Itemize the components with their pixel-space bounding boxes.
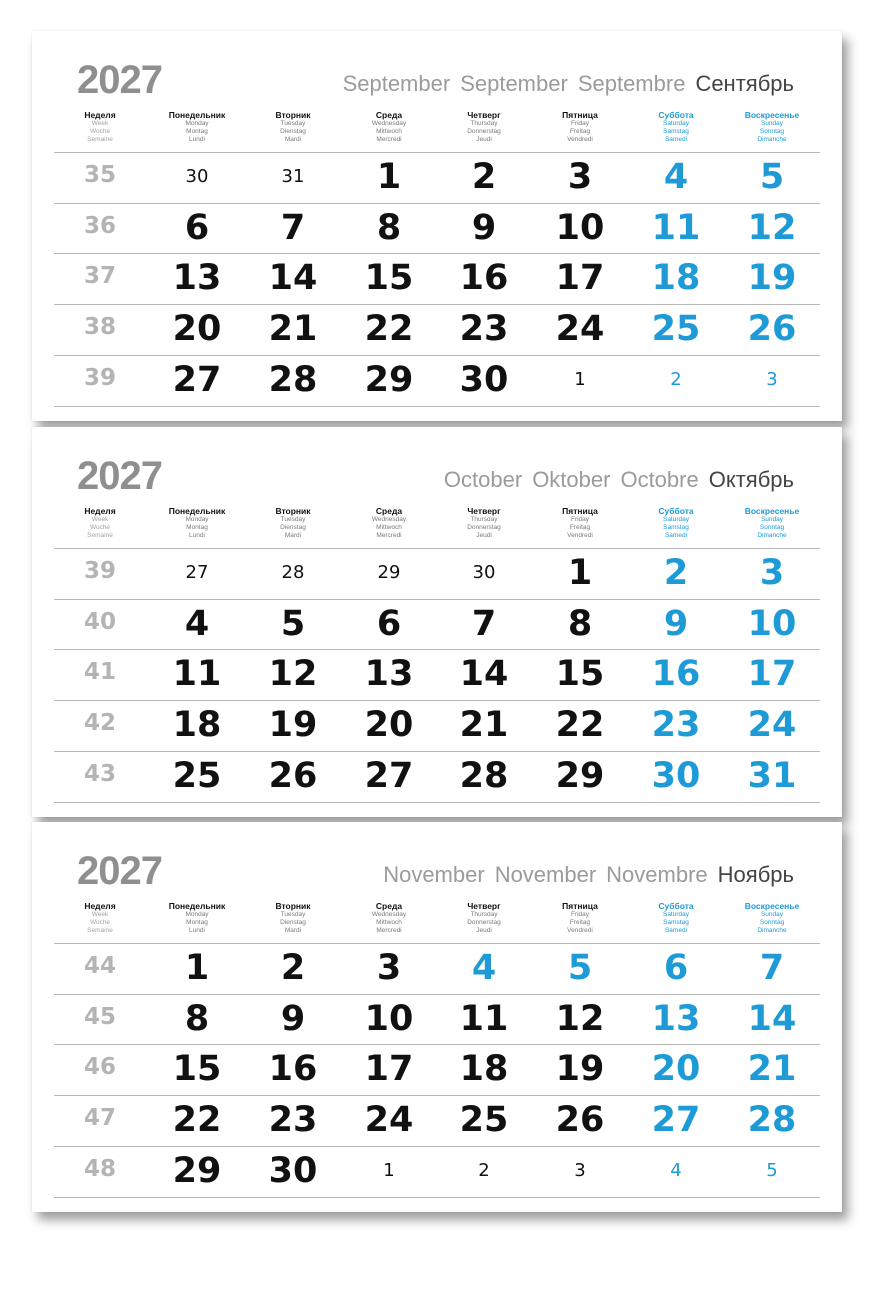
day-header-translation: Jeudi bbox=[476, 532, 492, 540]
day-cell: 4 bbox=[184, 604, 210, 644]
day-cell: 19 bbox=[747, 258, 797, 298]
month-name: Ноябрь bbox=[717, 862, 794, 887]
day-header-translation: Saturday bbox=[662, 516, 690, 523]
day-cell: 12 bbox=[555, 999, 605, 1039]
day-header bbox=[149, 110, 245, 145]
day-header-translation: Donnerstag bbox=[467, 524, 501, 532]
week-row bbox=[32, 253, 842, 303]
day-header-translation: Vendredi bbox=[567, 136, 593, 144]
day-cell: 22 bbox=[364, 309, 414, 349]
day-header-translation: Jeudi bbox=[476, 136, 492, 144]
day-cell: 16 bbox=[651, 654, 701, 694]
day-header bbox=[245, 110, 341, 145]
day-cell: 14 bbox=[747, 999, 797, 1039]
day-header-translation: Samedi bbox=[664, 532, 688, 540]
day-header-translation: Freitag bbox=[569, 128, 591, 136]
day-header-translation: Samedi bbox=[664, 927, 688, 935]
day-header bbox=[341, 506, 437, 541]
day-header-translation: Dienstag bbox=[280, 919, 306, 927]
day-header-translation: Samstag bbox=[663, 128, 689, 136]
day-header-name: Пятница bbox=[562, 110, 598, 120]
week-number: 48 bbox=[83, 1156, 116, 1182]
day-cell: 17 bbox=[555, 258, 605, 298]
day-header-translation: Samstag bbox=[663, 919, 689, 927]
day-cell: 2 bbox=[471, 157, 497, 197]
day-header-translation: Montag bbox=[186, 919, 208, 927]
day-cell: 30 bbox=[651, 756, 701, 796]
week-row bbox=[32, 1146, 842, 1196]
day-cell: 30 bbox=[472, 562, 496, 583]
day-cell: 5 bbox=[567, 948, 593, 988]
day-header-translation: Montag bbox=[186, 128, 208, 136]
day-header-translation: Woche bbox=[89, 524, 111, 532]
day-header-translation: Freitag bbox=[569, 919, 591, 927]
day-cell: 29 bbox=[172, 1151, 222, 1191]
day-header-translation: Tuesday bbox=[280, 516, 306, 523]
day-cell: 29 bbox=[555, 756, 605, 796]
day-header-translation: Sonntag bbox=[759, 919, 785, 927]
day-header-name: Понедельник bbox=[168, 901, 226, 911]
day-cell: 2 bbox=[670, 369, 682, 390]
day-header-translation: Saturday bbox=[662, 120, 690, 127]
month-name: September bbox=[342, 71, 451, 96]
month-names bbox=[333, 71, 794, 97]
day-headers bbox=[32, 506, 842, 546]
day-header-translation: Friday bbox=[570, 516, 590, 523]
day-header-translation: Woche bbox=[89, 919, 111, 927]
day-header-translation: Semaine bbox=[87, 136, 113, 144]
day-header bbox=[628, 110, 724, 145]
day-header-translation: Monday bbox=[185, 516, 209, 523]
day-cell: 11 bbox=[651, 208, 701, 248]
day-header-translation: Tuesday bbox=[280, 120, 306, 127]
day-header bbox=[532, 110, 628, 145]
year-label: 2027 bbox=[77, 849, 162, 893]
day-header-name: Понедельник bbox=[168, 110, 226, 120]
day-cell: 15 bbox=[172, 1049, 222, 1089]
day-cell: 28 bbox=[747, 1100, 797, 1140]
day-header-translation: Tuesday bbox=[280, 911, 306, 918]
day-header-translation: Woche bbox=[89, 128, 111, 136]
day-cell: 13 bbox=[364, 654, 414, 694]
day-cell: 5 bbox=[766, 1160, 778, 1181]
day-cell: 20 bbox=[364, 705, 414, 745]
day-cell: 21 bbox=[747, 1049, 797, 1089]
day-header-translation: Mercredi bbox=[376, 927, 402, 935]
week-row bbox=[32, 1095, 842, 1145]
day-cell: 17 bbox=[747, 654, 797, 694]
day-header-translation: Lundi bbox=[189, 532, 205, 540]
day-header-translation: Sunday bbox=[760, 911, 784, 918]
week-number: 38 bbox=[83, 314, 116, 340]
week-row bbox=[32, 304, 842, 354]
week-number: 39 bbox=[83, 558, 116, 584]
day-header-translation: Sonntag bbox=[759, 128, 785, 136]
day-header-name: Четверг bbox=[467, 110, 501, 120]
week-number: 39 bbox=[83, 365, 116, 391]
day-header-translation: Thursday bbox=[470, 120, 498, 127]
day-cell: 23 bbox=[651, 705, 701, 745]
day-header-translation: Lundi bbox=[189, 927, 205, 935]
month-name: Oktober bbox=[532, 467, 611, 492]
week-row bbox=[32, 649, 842, 699]
day-cell: 3 bbox=[766, 369, 778, 390]
day-cell: 28 bbox=[281, 562, 305, 583]
day-cell: 1 bbox=[574, 369, 586, 390]
day-header-translation: Friday bbox=[570, 120, 590, 127]
day-cell: 21 bbox=[268, 309, 318, 349]
day-header-name: Воскресенье bbox=[744, 110, 800, 120]
day-cell: 4 bbox=[471, 948, 497, 988]
month-sheet bbox=[32, 427, 842, 817]
day-header-translation: Thursday bbox=[470, 516, 498, 523]
day-cell: 3 bbox=[376, 948, 402, 988]
day-cell: 14 bbox=[459, 654, 509, 694]
month-name: Октябрь bbox=[708, 467, 794, 492]
day-header bbox=[436, 110, 532, 145]
week-number: 40 bbox=[83, 609, 116, 635]
day-header-name: Вторник bbox=[275, 110, 311, 120]
day-header bbox=[724, 506, 820, 541]
day-cell: 3 bbox=[759, 553, 785, 593]
day-header-translation: Mercredi bbox=[376, 532, 402, 540]
day-header-translation: Saturday bbox=[662, 911, 690, 918]
day-cell: 2 bbox=[280, 948, 306, 988]
week-row bbox=[32, 700, 842, 750]
day-cell: 26 bbox=[268, 756, 318, 796]
day-cell: 30 bbox=[185, 166, 209, 187]
day-cell: 19 bbox=[555, 1049, 605, 1089]
day-header-translation: Wednesday bbox=[371, 120, 407, 127]
day-cell: 17 bbox=[364, 1049, 414, 1089]
day-header bbox=[724, 901, 820, 936]
day-header-translation: Donnerstag bbox=[467, 919, 501, 927]
day-header-translation: Vendredi bbox=[567, 532, 593, 540]
day-header-translation: Semaine bbox=[87, 927, 113, 935]
day-header-name: Неделя bbox=[84, 110, 116, 120]
day-cell: 19 bbox=[268, 705, 318, 745]
day-cell: 27 bbox=[651, 1100, 701, 1140]
day-cell: 28 bbox=[268, 360, 318, 400]
day-cell: 15 bbox=[364, 258, 414, 298]
day-header-translation: Mittwoch bbox=[376, 919, 402, 927]
row-divider bbox=[54, 1197, 820, 1198]
day-cell: 12 bbox=[747, 208, 797, 248]
day-header-name: Четверг bbox=[467, 901, 501, 911]
day-cell: 5 bbox=[280, 604, 306, 644]
day-cell: 1 bbox=[376, 157, 402, 197]
day-header-translation: Mittwoch bbox=[376, 524, 402, 532]
month-name: Octobre bbox=[620, 467, 699, 492]
day-header-translation: Dienstag bbox=[280, 128, 306, 136]
day-cell: 24 bbox=[747, 705, 797, 745]
month-name: November bbox=[383, 862, 485, 887]
day-header-translation: Mardi bbox=[284, 136, 302, 144]
day-header bbox=[724, 110, 820, 145]
day-cell: 24 bbox=[555, 309, 605, 349]
day-header bbox=[628, 506, 724, 541]
day-header-name: Суббота bbox=[658, 110, 694, 120]
week-number: 42 bbox=[83, 710, 116, 736]
day-cell: 5 bbox=[759, 157, 785, 197]
day-cell: 18 bbox=[172, 705, 222, 745]
day-header-name: Пятница bbox=[562, 901, 598, 911]
day-cell: 31 bbox=[281, 166, 305, 187]
day-cell: 27 bbox=[364, 756, 414, 796]
day-cell: 20 bbox=[651, 1049, 701, 1089]
day-header-name: Вторник bbox=[275, 506, 311, 516]
day-cell: 26 bbox=[555, 1100, 605, 1140]
day-cell: 2 bbox=[663, 553, 689, 593]
day-header bbox=[341, 901, 437, 936]
week-row bbox=[32, 994, 842, 1044]
day-cell: 23 bbox=[268, 1100, 318, 1140]
day-headers bbox=[32, 901, 842, 941]
day-header bbox=[436, 901, 532, 936]
month-names bbox=[434, 467, 794, 493]
day-header-name: Пятница bbox=[562, 506, 598, 516]
week-row bbox=[32, 1044, 842, 1094]
day-header-translation: Monday bbox=[185, 120, 209, 127]
day-header-translation: Week bbox=[91, 516, 109, 523]
day-cell: 30 bbox=[268, 1151, 318, 1191]
day-cell: 15 bbox=[555, 654, 605, 694]
week-row bbox=[32, 152, 842, 202]
day-cell: 16 bbox=[459, 258, 509, 298]
day-header-translation: Mercredi bbox=[376, 136, 402, 144]
day-cell: 3 bbox=[567, 157, 593, 197]
day-cell: 29 bbox=[364, 360, 414, 400]
day-cell: 18 bbox=[651, 258, 701, 298]
day-header-translation: Sunday bbox=[760, 516, 784, 523]
day-header-translation: Wednesday bbox=[371, 911, 407, 918]
day-cell: 7 bbox=[280, 208, 306, 248]
day-cell: 9 bbox=[663, 604, 689, 644]
day-header-translation: Week bbox=[91, 120, 109, 127]
day-header-name: Четверг bbox=[467, 506, 501, 516]
day-cell: 21 bbox=[459, 705, 509, 745]
day-cell: 11 bbox=[172, 654, 222, 694]
day-cell: 25 bbox=[651, 309, 701, 349]
day-header-translation: Dimanche bbox=[757, 136, 787, 144]
day-header-name: Воскресенье bbox=[744, 506, 800, 516]
day-header-translation: Sunday bbox=[760, 120, 784, 127]
day-header-translation: Montag bbox=[186, 524, 208, 532]
day-header-translation: Jeudi bbox=[476, 927, 492, 935]
day-header-translation: Mittwoch bbox=[376, 128, 402, 136]
day-cell: 27 bbox=[172, 360, 222, 400]
week-number: 41 bbox=[83, 659, 116, 685]
day-cell: 6 bbox=[663, 948, 689, 988]
day-cell: 8 bbox=[376, 208, 402, 248]
day-header-name: Суббота bbox=[658, 506, 694, 516]
day-cell: 4 bbox=[670, 1160, 682, 1181]
day-header-translation: Semaine bbox=[87, 532, 113, 540]
day-header-translation: Dienstag bbox=[280, 524, 306, 532]
day-header bbox=[341, 110, 437, 145]
day-header-name: Вторник bbox=[275, 901, 311, 911]
day-cell: 8 bbox=[567, 604, 593, 644]
day-header-name: Воскресенье bbox=[744, 901, 800, 911]
day-header-translation: Freitag bbox=[569, 524, 591, 532]
day-cell: 14 bbox=[268, 258, 318, 298]
day-cell: 16 bbox=[268, 1049, 318, 1089]
month-name: October bbox=[443, 467, 523, 492]
week-number: 45 bbox=[83, 1004, 116, 1030]
day-header-translation: Lundi bbox=[189, 136, 205, 144]
week-number: 46 bbox=[83, 1054, 116, 1080]
day-cell: 9 bbox=[280, 999, 306, 1039]
day-cell: 25 bbox=[172, 756, 222, 796]
week-row bbox=[32, 548, 842, 598]
month-names bbox=[373, 862, 794, 888]
week-number: 35 bbox=[83, 162, 116, 188]
day-header-translation: Week bbox=[91, 911, 109, 918]
day-cell: 23 bbox=[459, 309, 509, 349]
day-cell: 4 bbox=[663, 157, 689, 197]
day-cell: 1 bbox=[184, 948, 210, 988]
day-header bbox=[52, 901, 148, 936]
day-cell: 11 bbox=[459, 999, 509, 1039]
day-cell: 13 bbox=[651, 999, 701, 1039]
day-cell: 30 bbox=[459, 360, 509, 400]
day-cell: 29 bbox=[377, 562, 401, 583]
day-cell: 20 bbox=[172, 309, 222, 349]
day-cell: 28 bbox=[459, 756, 509, 796]
day-header bbox=[245, 901, 341, 936]
day-header bbox=[149, 506, 245, 541]
day-header-name: Понедельник bbox=[168, 506, 226, 516]
day-header-translation: Mardi bbox=[284, 532, 302, 540]
day-cell: 6 bbox=[184, 208, 210, 248]
day-header-translation: Wednesday bbox=[371, 516, 407, 523]
day-cell: 31 bbox=[747, 756, 797, 796]
week-row bbox=[32, 599, 842, 649]
day-cell: 25 bbox=[459, 1100, 509, 1140]
day-header bbox=[628, 901, 724, 936]
week-row bbox=[32, 751, 842, 801]
day-header-translation: Samedi bbox=[664, 136, 688, 144]
day-header-name: Суббота bbox=[658, 901, 694, 911]
day-header-translation: Dimanche bbox=[757, 532, 787, 540]
day-header bbox=[52, 506, 148, 541]
week-row bbox=[32, 203, 842, 253]
week-number: 44 bbox=[83, 953, 116, 979]
day-headers bbox=[32, 110, 842, 150]
day-cell: 1 bbox=[567, 553, 593, 593]
year-label: 2027 bbox=[77, 58, 162, 102]
day-cell: 6 bbox=[376, 604, 402, 644]
day-header-translation: Samstag bbox=[663, 524, 689, 532]
day-cell: 10 bbox=[555, 208, 605, 248]
month-sheet bbox=[32, 822, 842, 1212]
row-divider bbox=[54, 802, 820, 803]
day-cell: 10 bbox=[364, 999, 414, 1039]
week-number: 47 bbox=[83, 1105, 116, 1131]
day-cell: 24 bbox=[364, 1100, 414, 1140]
day-cell: 7 bbox=[759, 948, 785, 988]
day-header bbox=[532, 506, 628, 541]
day-header-name: Среда bbox=[375, 110, 403, 120]
day-cell: 1 bbox=[383, 1160, 395, 1181]
day-cell: 10 bbox=[747, 604, 797, 644]
month-name: Septembre bbox=[577, 71, 686, 96]
day-cell: 26 bbox=[747, 309, 797, 349]
day-header-translation: Thursday bbox=[470, 911, 498, 918]
day-header-name: Неделя bbox=[84, 506, 116, 516]
day-cell: 22 bbox=[172, 1100, 222, 1140]
day-cell: 22 bbox=[555, 705, 605, 745]
day-cell: 3 bbox=[574, 1160, 586, 1181]
day-header bbox=[245, 506, 341, 541]
day-cell: 7 bbox=[471, 604, 497, 644]
month-name: Сентябрь bbox=[695, 71, 794, 96]
month-sheet bbox=[32, 31, 842, 421]
day-header-name: Неделя bbox=[84, 901, 116, 911]
day-cell: 2 bbox=[478, 1160, 490, 1181]
week-number: 36 bbox=[83, 213, 116, 239]
week-number: 37 bbox=[83, 263, 116, 289]
day-cell: 13 bbox=[172, 258, 222, 298]
day-cell: 27 bbox=[185, 562, 209, 583]
week-row bbox=[32, 355, 842, 405]
day-cell: 8 bbox=[184, 999, 210, 1039]
day-header-translation: Monday bbox=[185, 911, 209, 918]
day-header-translation: Donnerstag bbox=[467, 128, 501, 136]
day-header-translation: Vendredi bbox=[567, 927, 593, 935]
day-cell: 12 bbox=[268, 654, 318, 694]
year-label: 2027 bbox=[77, 454, 162, 498]
day-header-translation: Mardi bbox=[284, 927, 302, 935]
month-name: November bbox=[494, 862, 597, 887]
day-header bbox=[52, 110, 148, 145]
row-divider bbox=[54, 406, 820, 407]
day-cell: 18 bbox=[459, 1049, 509, 1089]
day-header bbox=[149, 901, 245, 936]
day-header-name: Среда bbox=[375, 901, 403, 911]
day-header bbox=[532, 901, 628, 936]
day-header-translation: Friday bbox=[570, 911, 590, 918]
day-header-translation: Dimanche bbox=[757, 927, 787, 935]
month-name: Novembre bbox=[606, 862, 708, 887]
day-header bbox=[436, 506, 532, 541]
day-header-translation: Sonntag bbox=[759, 524, 785, 532]
month-name: September bbox=[460, 71, 568, 96]
day-header-name: Среда bbox=[375, 506, 403, 516]
week-row bbox=[32, 943, 842, 993]
day-cell: 9 bbox=[471, 208, 497, 248]
week-number: 43 bbox=[83, 761, 116, 787]
